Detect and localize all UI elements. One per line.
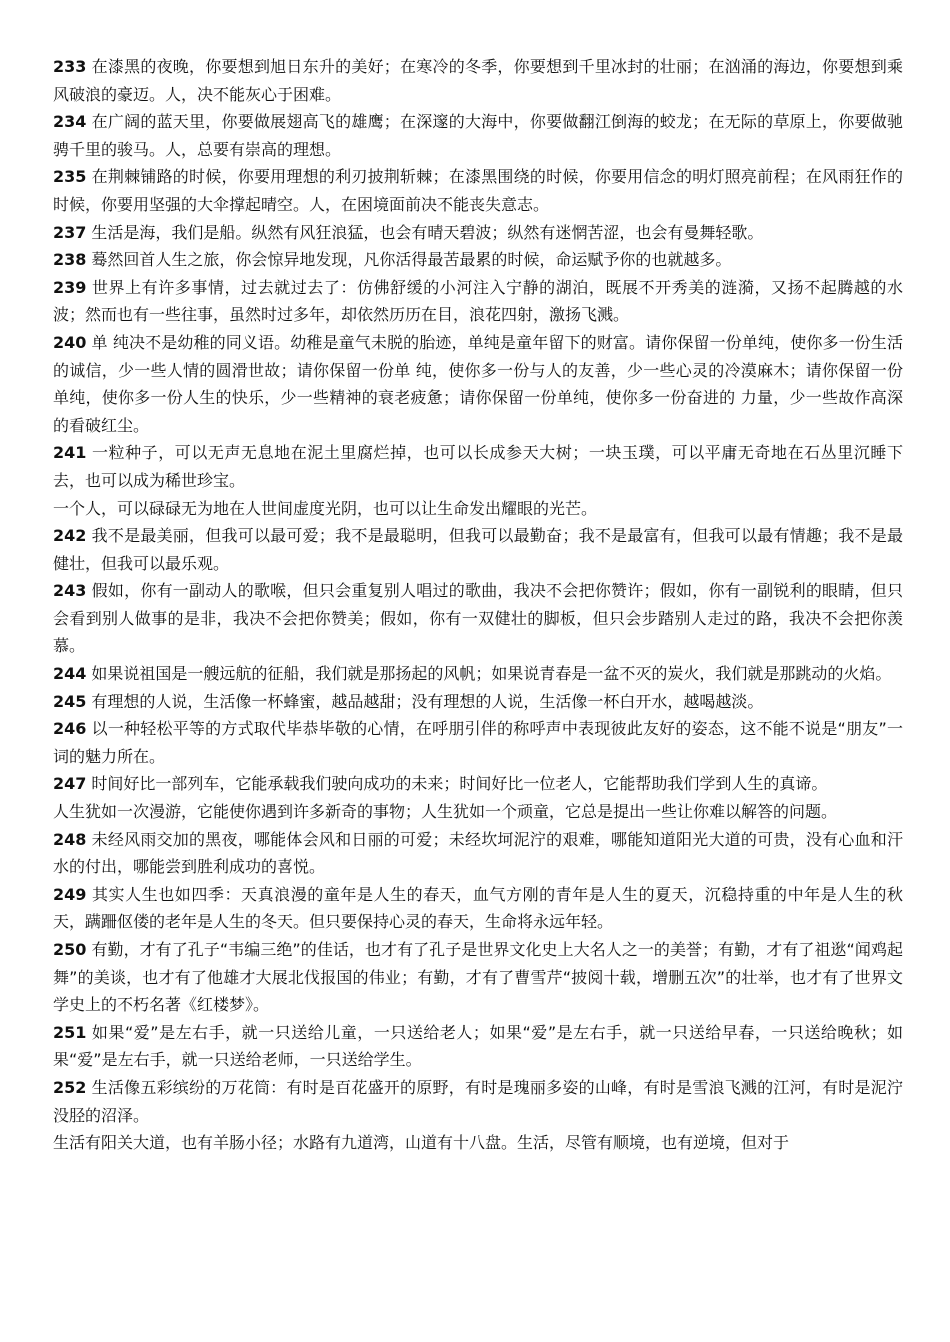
paragraph-text: 在广阔的蓝天里，你要做展翅高飞的雄鹰；在深邃的大海中，你要做翻江倒海的蛟龙；在无际的草原上，你要做驰骋千里的骏马。人，总要有崇高的理想。 (53, 112, 903, 159)
paragraph-number: 242 (53, 526, 87, 546)
paragraph-text: 有理想的人说，生活像一杯蜂蜜，越品越甜；没有理想的人说，生活像一杯白开水，越喝越淡。 (91, 691, 764, 711)
paragraph-243 (53, 577, 903, 660)
paragraph-text: 生活有阳关大道，也有羊肠小径；水路有九道湾，山道有十八盘。生活，尽管有顺境，也有逆境，但对于 (53, 1133, 790, 1153)
paragraph-239 (53, 274, 903, 329)
paragraph-number: 239 (53, 277, 87, 297)
paragraph-238 (53, 246, 903, 274)
paragraph-244 (53, 660, 903, 688)
paragraph-number: 244 (53, 664, 87, 684)
paragraph-241-continued (53, 495, 903, 523)
paragraph-text: 假如，你有一副动人的歌喉，但只会重复别人唱过的歌曲，我决不会把你赞许；假如，你有一副锐利的眼睛，但只会看到别人做事的是非，我决不会把你赞美；假如，你有一双健壮的脚板，但只会步踏别人走过的路，我决不会把你羡慕。 (53, 581, 903, 656)
paragraph-number: 246 (53, 719, 87, 739)
paragraph-text: 在漆黑的夜晚，你要想到旭日东升的美好；在寒冷的冬季，你要想到千里冰封的壮丽；在汹涌的海边，你要想到乘风破浪的豪迈。人，决不能灰心于困难。 (53, 57, 903, 104)
paragraph-number: 249 (53, 884, 87, 904)
paragraph-text: 有勤，才有了孔子“韦编三绝”的佳话，也才有了孔子是世界文化史上大名人之一的美誉；有勤，才有了祖逖“闻鸡起舞”的美谈，也才有了他雄才大展北伐报国的伟业；有勤，才有了曹雪芹“披阅十载，增删五次”的壮举，也才有了世界文学史上的不朽名著《红楼梦》。 (53, 940, 903, 1015)
paragraph-text: 未经风雨交加的黑夜，哪能体会风和日丽的可爱；未经坎坷泥泞的艰难，哪能知道阳光大道的可贵，没有心血和汗水的付出，哪能尝到胜利成功的喜悦。 (53, 829, 903, 877)
paragraph-text: 生活像五彩缤纷的万花筒：有时是百花盛开的原野，有时是瑰丽多姿的山峰，有时是雪浪飞溅的江河，有时是泥泞没胫的沼泽。 (53, 1077, 903, 1125)
paragraph-242 (53, 522, 903, 577)
paragraph-number: 247 (53, 774, 87, 794)
paragraph-252-continued (53, 1129, 903, 1157)
paragraph-246 (53, 715, 903, 770)
paragraph-240 (53, 329, 903, 439)
paragraph-247 (53, 770, 903, 798)
paragraph-text: 其实人生也如四季：天真浪漫的童年是人生的春天，血气方刚的青年是人生的夏天，沉稳持重的中年是人生的秋天，蹒跚伛偻的老年是人生的冬天。但只要保持心灵的春天，生命将永远年轻。 (53, 884, 903, 932)
paragraph-252 (53, 1074, 903, 1129)
paragraph-237 (53, 219, 903, 247)
document-body (53, 53, 903, 1157)
paragraph-233 (53, 53, 903, 108)
paragraph-number: 245 (53, 691, 87, 711)
paragraph-234 (53, 108, 903, 163)
paragraph-number: 240 (53, 332, 87, 352)
paragraph-247-continued (53, 798, 903, 826)
paragraph-text: 单 纯决不是幼稚的同义语。幼稚是童气未脱的胎迹，单纯是童年留下的财富。请你保留一份单纯，使你多一份生活的诚信，少一些人情的圆滑世故；请你保留一份单 纯，使你多一份与人的友善，少一些心灵的冷漠麻木；请你保留一份单纯，使你多一份人生的快乐，少一些精神的衰老疲惫；请你保留一份单纯，使你多一份奋进的 力量，少一些故作高深的看破红尘。 (53, 332, 903, 435)
paragraph-number: 234 (53, 112, 87, 132)
paragraph-number: 237 (53, 222, 87, 242)
paragraph-number: 235 (53, 167, 87, 187)
paragraph-number: 243 (53, 581, 87, 601)
paragraph-248 (53, 826, 903, 881)
paragraph-number: 241 (53, 443, 87, 463)
paragraph-number: 248 (53, 829, 87, 849)
paragraph-number: 250 (53, 940, 87, 959)
paragraph-241 (53, 439, 903, 494)
paragraph-text: 在荆棘铺路的时候，你要用理想的利刃披荆斩棘；在漆黑围绕的时候，你要用信念的明灯照亮前程；在风雨狂作的时候，你要用坚强的大伞撑起晴空。人，在困境面前决不能丧失意志。 (53, 167, 903, 214)
paragraph-number: 252 (53, 1077, 87, 1097)
paragraph-235 (53, 163, 903, 218)
paragraph-250 (53, 936, 903, 1019)
paragraph-text: 如果说祖国是一艘远航的征船，我们就是那扬起的风帆；如果说青春是一盆不灭的炭火，我们就是那跳动的火焰。 (91, 664, 892, 684)
paragraph-text: 时间好比一部列车，它能承载我们驶向成功的未来；时间好比一位老人，它能帮助我们学到人生的真谛。 (91, 774, 828, 794)
paragraph-text: 一个人，可以碌碌无为地在人世间虚度光阴，也可以让生命发出耀眼的光芒。 (53, 498, 598, 518)
paragraph-text: 一粒种子，可以无声无息地在泥土里腐烂掉，也可以长成参天大树；一块玉璞，可以平庸无奇地在石丛里沉睡下去，也可以成为稀世珍宝。 (53, 443, 903, 490)
paragraph-text: 世界上有许多事情，过去就过去了：仿佛舒缓的小河注入宁静的湖泊，既展不开秀美的涟漪，又扬不起腾越的水波；然而也有一些往事，虽然时过多年，却依然历历在目，浪花四射，激扬飞溅。 (53, 277, 903, 325)
paragraph-number: 238 (53, 250, 87, 270)
paragraph-text: 我不是最美丽，但我可以最可爱；我不是最聪明，但我可以最勤奋；我不是最富有，但我可以最有情趣；我不是最健壮，但我可以最乐观。 (53, 526, 903, 573)
paragraph-number: 233 (53, 57, 87, 76)
paragraph-number: 251 (53, 1022, 87, 1042)
paragraph-text: 以一种轻松平等的方式取代毕恭毕敬的心情，在呼朋引伴的称呼声中表现彼此友好的姿态，这不能不说是“朋友”一词的魅力所在。 (53, 719, 903, 766)
paragraph-text: 如果“爱”是左右手，就一只送给儿童，一只送给老人；如果“爱”是左右手，就一只送给早春，一只送给晚秋；如果“爱”是左右手，就一只送给老师，一只送给学生。 (53, 1022, 903, 1070)
paragraph-249 (53, 881, 903, 936)
paragraph-text: 生活是海，我们是船。纵然有风狂浪猛，也会有晴天碧波；纵然有迷惘苦涩，也会有曼舞轻歌。 (91, 222, 764, 242)
paragraph-251 (53, 1019, 903, 1074)
paragraph-245 (53, 688, 903, 716)
paragraph-text: 人生犹如一次漫游，它能使你遇到许多新奇的事物；人生犹如一个顽童，它总是提出一些让你难以解答的问题。 (53, 802, 838, 822)
paragraph-text: 蓦然回首人生之旅，你会惊异地发现，凡你活得最苦最累的时候，命运赋予你的也就越多。 (91, 250, 732, 270)
